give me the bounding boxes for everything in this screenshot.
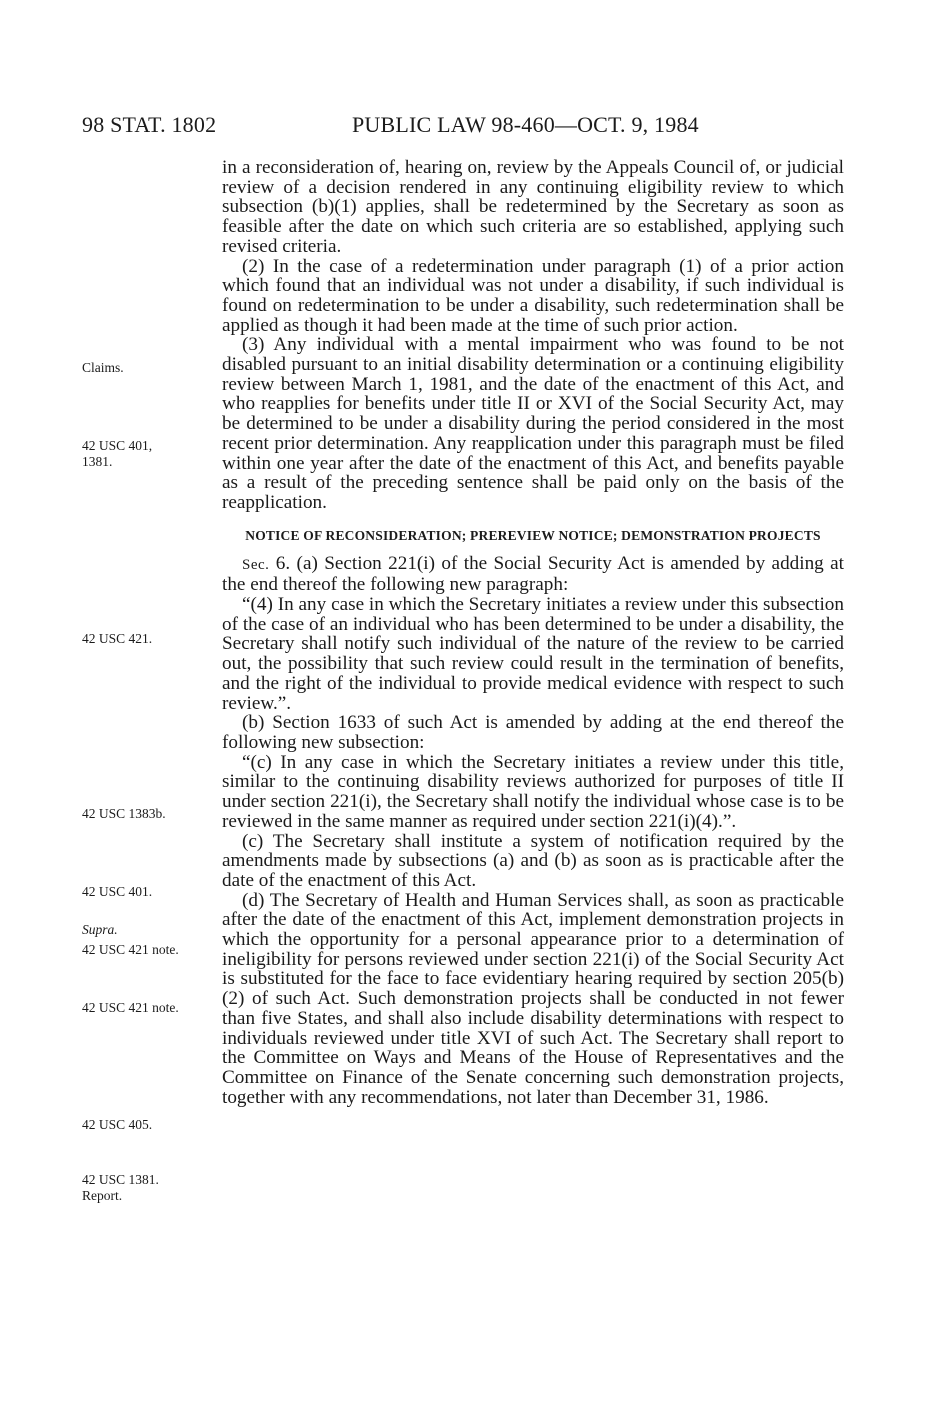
margin-note-claims: Claims. [82, 360, 124, 375]
quoted-subsection-c: “(c) In any case in which the Secretary initiates a review under this title, similar to the continuing disability reviews authorized for purposes of title II under section 221(i), the Secretary shall notify the individual whose case is to be reviewed in the same manner as required under section 221(i)(4).”. [222, 751, 844, 832]
subsection-d: (d) The Secretary of Health and Human Services shall, as soon as practicable after the date of the enactment of this Act, implement demonstration projects in which the opportunity for a personal appearance prior to a determination of ineligibility for persons reviewed under section 221(i) of the Social Security Act is substituted for the face to face evidentiary hearing required by section 205(b)(2) of such Act. Such demonstration projects shall be conducted in not fewer than five States, and shall also include disability determinations with respect to individuals reviewed under title XVI of such Act. The Secretary shall report to the Committee on Ways and Means of the House of Representatives and the Committee on Finance of the Senate concerning such demonstration projects, together with any recommendations, not later than December 31, 1986. [222, 889, 844, 1108]
page-stat-number: 98 STAT. 1802 [82, 112, 217, 137]
paragraph-continuation: in a reconsideration of, hearing on, review by the Appeals Council of, or judicial review of a decision rendered in any continuing eligibility review to which subsection (b)(1) applies, shall be redetermined by the Secretary as soon as feasible after the date on which such criteria are so established, applying such revised criteria. [222, 157, 844, 257]
margin-note-42usc1381-report: 42 USC 1381. Report. [82, 1172, 159, 1203]
document-body [222, 158, 844, 1107]
subsection-c: (c) The Secretary shall institute a system of notification required by the amendments made by subsections (a) and (b) as soon as is practicable after the date of the enactment of this Act. [222, 830, 844, 891]
section-label: Sec. [242, 556, 270, 573]
margin-note-42usc421-note-2: 42 USC 421 note. [82, 1000, 179, 1015]
margin-note-42usc1383b: 42 USC 1383b. [82, 806, 166, 821]
margin-note-42usc405: 42 USC 405. [82, 1117, 153, 1132]
paragraph-3: (3) Any individual with a mental impairment who was found to be not disabled pursuant to an initial disability determination or a continuing eligibility review between March 1, 1981, and the date of the enactment of this Act, and who reapplies for benefits under title II or XVI of the Social Security Act, may be determined to be under a disability during the period considered in the most recent prior determination. Any reapplication under this paragraph must be filed within one year after the date of the enactment of this Act, and benefits payable as a result of the preceding sentence shall be paid only on the basis of the reapplication. [222, 334, 844, 513]
section-6-text: 6. (a) Section 221(i) of the Social Security Act is amended by adding at the end thereof the following new paragraph: [222, 552, 844, 596]
margin-note-42usc421-note: 42 USC 421 note. [82, 942, 179, 957]
margin-note-42usc421: 42 USC 421. [82, 631, 153, 646]
margin-note-42usc401-1381: 42 USC 401, 1381. [82, 438, 153, 469]
public-law-header: PUBLIC LAW 98-460—OCT. 9, 1984 [352, 112, 699, 137]
margin-note-supra: Supra. [82, 922, 118, 937]
section-6-intro [222, 554, 844, 595]
margin-note-42usc401: 42 USC 401. [82, 884, 153, 899]
quoted-paragraph-4: “(4) In any case in which the Secretary initiates a review under this subsection of the case of an individual who has been determined to be under a disability, the Secretary shall notify such individual of the nature of the review to be carried out, the possibility that such review could result in the termination of benefits, and the right of the individual to provide medical evidence with respect to such review.”. [222, 594, 844, 714]
subsection-b: (b) Section 1633 of such Act is amended by adding at the end thereof the following new subsection: [222, 712, 844, 753]
paragraph-2: (2) In the case of a redetermination under paragraph (1) of a prior action which found that an individual was not under a disability, if such individual is found on redetermination to be under a disability, such redetermination shall be applied as though it had been made at the time of such prior action. [222, 255, 844, 336]
section-heading: NOTICE OF RECONSIDERATION; PREREVIEW NOTICE; DEMONSTRATION PROJECTS [245, 527, 821, 543]
